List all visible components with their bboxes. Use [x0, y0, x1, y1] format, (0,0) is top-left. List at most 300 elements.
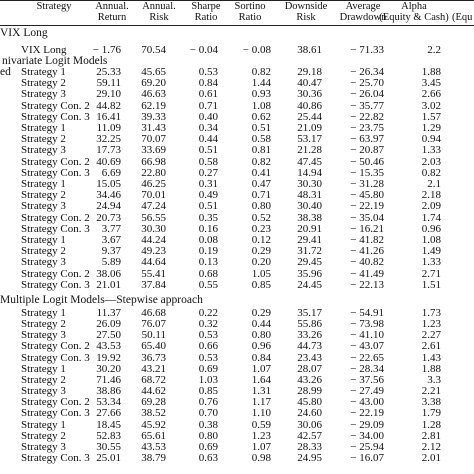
- table-row: [0, 179, 474, 190]
- cell-sortino-ratio: 1.23: [251, 429, 271, 442]
- cell-downside-risk: 55.86: [297, 318, 322, 331]
- cell-annual-risk: 39.33: [141, 110, 166, 123]
- cell-avg-drawdown: − 27.49: [350, 385, 384, 398]
- cell-avg-drawdown: − 50.46: [350, 155, 384, 168]
- cell-alpha: 2.1: [427, 178, 441, 190]
- cell-sharpe-ratio: 0.68: [198, 267, 218, 280]
- table-row: [0, 453, 474, 464]
- cell-downside-risk: 40.86: [297, 99, 322, 112]
- cell-avg-drawdown: − 63.97: [350, 133, 384, 146]
- cell-annual-risk: 65.40: [141, 340, 166, 353]
- cell-strategy-name: Strategy 2: [21, 77, 66, 90]
- cell-strategy-name: Strategy Con. 2: [21, 340, 90, 353]
- cell-avg-drawdown: − 34.00: [350, 429, 384, 442]
- cell-annual-risk: 70.07: [141, 133, 166, 146]
- cell-alpha: 2.12: [421, 440, 441, 453]
- cell-avg-drawdown: − 22.65: [350, 351, 384, 364]
- cell-sortino-ratio: 0.20: [251, 256, 271, 269]
- cell-avg-drawdown: − 23.75: [350, 122, 384, 134]
- cell-annual-return: 34.46: [96, 189, 121, 202]
- cell-annual-return: 20.73: [96, 211, 121, 224]
- cell-sharpe-ratio: 0.51: [198, 200, 218, 213]
- cell-annual-risk: 36.73: [141, 351, 166, 364]
- cell-downside-risk: 21.09: [297, 122, 322, 134]
- header-sortino-line2: Ratio: [238, 12, 262, 23]
- cell-annual-risk: 38.52: [141, 407, 166, 420]
- header-return-line2: Return: [97, 12, 127, 23]
- cell-alpha: 2.03: [421, 155, 441, 168]
- cell-sharpe-ratio: 0.80: [198, 429, 218, 442]
- section-label: nivariate Logit Models: [2, 55, 108, 67]
- cell-sharpe-ratio: 0.35: [198, 211, 218, 224]
- cell-sharpe-ratio: 0.76: [198, 396, 218, 409]
- cell-strategy-name: Strategy 2: [21, 133, 66, 146]
- cell-sortino-ratio: 0.58: [251, 133, 271, 146]
- cell-sharpe-ratio: 0.13: [198, 256, 218, 269]
- cell-annual-return: 30.20: [96, 362, 121, 375]
- table-row: [0, 319, 474, 330]
- cell-annual-risk: 46.25: [141, 178, 166, 190]
- cell-avg-drawdown: − 37.56: [350, 373, 384, 386]
- cell-annual-return: 59.11: [96, 77, 121, 90]
- cell-alpha: 1.73: [421, 307, 441, 319]
- cell-annual-return: 21.01: [96, 278, 121, 291]
- cell-avg-drawdown: − 40.82: [350, 256, 384, 269]
- cell-avg-drawdown: − 26.34: [350, 66, 384, 78]
- table-row: [0, 269, 474, 280]
- cell-sortino-ratio: 1.31: [251, 385, 271, 398]
- cell-annual-return: 38.06: [96, 267, 121, 280]
- cell-sortino-ratio: 1.05: [251, 267, 271, 280]
- cell-downside-risk: 31.72: [297, 245, 322, 258]
- cell-sharpe-ratio: 0.63: [198, 451, 218, 464]
- cell-downside-risk: 29.18: [297, 66, 322, 78]
- cell-sharpe-ratio: 0.19: [198, 245, 218, 258]
- cell-sortino-ratio: 0.59: [251, 418, 271, 431]
- cell-strategy-name: Strategy 1: [21, 66, 66, 78]
- cell-downside-risk: 35.17: [297, 307, 322, 319]
- header-extra-cut: (Equ: [452, 12, 473, 23]
- cell-avg-drawdown: − 35.77: [350, 99, 384, 112]
- cell-annual-return: 29.10: [96, 88, 121, 101]
- cell-alpha: 1.08: [421, 234, 441, 246]
- table-row: [0, 67, 474, 78]
- cell-alpha: 1.33: [421, 144, 441, 157]
- cell-annual-risk: 55.41: [141, 267, 166, 280]
- cell-annual-risk: 44.64: [141, 256, 166, 269]
- cell-annual-risk: 50.11: [141, 329, 166, 342]
- cell-annual-risk: 62.19: [141, 99, 166, 112]
- cell-annual-return: 16.41: [96, 110, 121, 123]
- cell-avg-drawdown: − 22.82: [350, 110, 384, 123]
- cell-sharpe-ratio: 0.38: [198, 418, 218, 431]
- cell-sharpe-ratio: 0.49: [198, 189, 218, 202]
- cell-sharpe-ratio: 0.51: [198, 144, 218, 157]
- cell-annual-return: 27.50: [96, 329, 121, 342]
- cell-sharpe-ratio: 0.32: [198, 318, 218, 331]
- cell-strategy-name: Strategy 3: [21, 88, 66, 101]
- cell-sharpe-ratio: 0.61: [198, 88, 218, 101]
- table-row: [0, 224, 474, 235]
- cell-alpha: 3.38: [421, 396, 441, 409]
- header-alpha-line1: Alpha: [401, 1, 427, 12]
- cell-strategy-name: Strategy Con. 2: [21, 211, 90, 224]
- cell-avg-drawdown: − 26.04: [350, 88, 384, 101]
- cell-downside-risk: 30.30: [297, 178, 322, 190]
- cell-strategy-name: Strategy Con. 3: [21, 451, 90, 464]
- cell-annual-return: 15.05: [96, 178, 121, 190]
- cell-sharpe-ratio: 0.34: [198, 122, 218, 134]
- cell-downside-risk: 21.28: [297, 144, 322, 157]
- cell-avg-drawdown: − 73.98: [350, 318, 384, 331]
- cell-alpha: 3.3: [427, 373, 441, 386]
- cell-annual-return: 11.37: [96, 307, 121, 319]
- table-row: [0, 280, 474, 291]
- cell-sharpe-ratio: 0.22: [198, 307, 218, 319]
- cell-alpha: 2.21: [421, 385, 441, 398]
- cell-annual-risk: 44.24: [141, 234, 166, 246]
- cell-sharpe-ratio: 0.44: [198, 133, 218, 146]
- cell-sharpe-ratio: 0.58: [198, 155, 218, 168]
- cell-annual-risk: 22.80: [141, 166, 166, 179]
- cell-downside-risk: 33.26: [297, 329, 322, 342]
- cell-annual-risk: 69.28: [141, 396, 166, 409]
- cell-sharpe-ratio: 0.53: [198, 351, 218, 364]
- cell-alpha: 2.2: [427, 44, 441, 56]
- cell-avg-drawdown: − 54.91: [350, 307, 384, 319]
- cell-strategy-name: Strategy 2: [21, 189, 66, 202]
- cell-annual-return: 3.77: [101, 222, 121, 235]
- table-row: [0, 375, 474, 386]
- cell-annual-risk: 46.68: [141, 307, 166, 319]
- cell-downside-risk: 28.07: [297, 362, 322, 375]
- cell-sortino-ratio: 0.81: [251, 144, 271, 157]
- cell-annual-risk: 31.43: [141, 122, 166, 134]
- cell-downside-risk: 24.60: [297, 407, 322, 420]
- cell-strategy-name: Strategy Con. 2: [21, 155, 90, 168]
- table-row: [0, 246, 474, 257]
- cell-sortino-ratio: 0.85: [251, 278, 271, 291]
- cell-strategy-name: Strategy Con. 3: [21, 278, 90, 291]
- table-row: [0, 408, 474, 419]
- table-row: [0, 168, 474, 179]
- cell-annual-risk: 37.84: [141, 278, 166, 291]
- cell-alpha: 1.74: [421, 211, 441, 224]
- table-row: [0, 190, 474, 201]
- cell-alpha: 1.88: [421, 66, 441, 78]
- cell-avg-drawdown: − 41.10: [350, 329, 384, 342]
- cell-annual-risk: 49.23: [141, 245, 166, 258]
- cell-annual-risk: 70.54: [141, 44, 166, 56]
- cell-alpha: 2.66: [421, 88, 441, 101]
- cell-downside-risk: 28.33: [297, 440, 322, 453]
- cell-sortino-ratio: 0.29: [251, 307, 271, 319]
- table-row: [0, 353, 474, 364]
- cell-sortino-ratio: 0.62: [251, 110, 271, 123]
- table-row: [0, 101, 474, 112]
- cell-downside-risk: 20.91: [297, 222, 322, 235]
- cell-annual-risk: 43.53: [141, 440, 166, 453]
- cell-annual-return: 52.83: [96, 429, 121, 442]
- cell-annual-return: 26.09: [96, 318, 121, 331]
- cell-strategy-name: Strategy 3: [21, 385, 66, 398]
- cell-sharpe-ratio: 0.85: [198, 385, 218, 398]
- cell-sharpe-ratio: 0.69: [198, 440, 218, 453]
- cell-downside-risk: 14.94: [297, 166, 322, 179]
- cell-annual-return: 71.46: [96, 373, 121, 386]
- cell-annual-return: 3.67: [101, 234, 121, 246]
- cell-downside-risk: 40.47: [297, 77, 322, 90]
- cell-avg-drawdown: − 15.35: [350, 166, 384, 179]
- table-row: [0, 112, 474, 123]
- cell-strategy-name: Strategy 1: [21, 234, 66, 246]
- table-row: [0, 134, 474, 145]
- cell-strategy-name: Strategy 3: [21, 144, 66, 157]
- cell-sharpe-ratio: 0.08: [198, 234, 218, 246]
- table-row: [0, 420, 474, 431]
- cell-avg-drawdown: − 31.28: [350, 178, 384, 190]
- cell-annual-return: 11.09: [96, 122, 121, 134]
- cell-annual-risk: 44.62: [141, 385, 166, 398]
- cell-sortino-ratio: 0.84: [251, 351, 271, 364]
- cell-sharpe-ratio: 0.53: [198, 329, 218, 342]
- cell-sortino-ratio: 0.80: [251, 200, 271, 213]
- table-row: [0, 89, 474, 100]
- cell-annual-risk: 69.20: [141, 77, 166, 90]
- cell-sortino-ratio: 0.82: [251, 66, 271, 78]
- cell-annual-risk: 70.01: [141, 189, 166, 202]
- cell-downside-risk: 30.36: [297, 88, 322, 101]
- cell-downside-risk: 25.44: [297, 110, 322, 123]
- cell-alpha: 2.61: [421, 340, 441, 353]
- cell-annual-return: 18.45: [96, 418, 121, 431]
- cell-alpha: 1.33: [421, 256, 441, 269]
- cell-annual-risk: 30.30: [141, 222, 166, 235]
- cell-alpha: 2.71: [421, 267, 441, 280]
- cell-sharpe-ratio: 0.40: [198, 110, 218, 123]
- cell-annual-return: 25.01: [96, 451, 121, 464]
- header-drawdown-line1: Average: [345, 1, 381, 12]
- cell-annual-risk: 43.21: [141, 362, 166, 375]
- cell-alpha: 2.01: [421, 451, 441, 464]
- cell-strategy-name: Strategy Con. 3: [21, 110, 90, 123]
- cell-sortino-ratio: 0.41: [251, 166, 271, 179]
- cell-downside-risk: 45.80: [297, 396, 322, 409]
- cell-downside-risk: 48.31: [297, 189, 322, 202]
- cell-alpha: 1.28: [421, 418, 441, 431]
- cell-sharpe-ratio: 0.27: [198, 166, 218, 179]
- cell-annual-risk: 46.63: [141, 88, 166, 101]
- cell-downside-risk: 53.17: [297, 133, 322, 146]
- cell-strategy-name: VIX Long: [21, 44, 67, 56]
- cell-strategy-name: Strategy 2: [21, 318, 66, 331]
- cell-sortino-ratio: 0.71: [251, 189, 271, 202]
- cell-annual-return: 25.33: [96, 66, 121, 78]
- cell-annual-return: 9.37: [101, 245, 121, 258]
- cell-alpha: 3.02: [421, 99, 441, 112]
- cell-downside-risk: 28.99: [297, 385, 322, 398]
- cell-sortino-ratio: 0.52: [251, 211, 271, 224]
- header-sortino-line1: Sortino: [234, 1, 266, 12]
- cell-sortino-ratio: 1.17: [251, 396, 271, 409]
- cell-alpha: 1.88: [421, 362, 441, 375]
- cell-avg-drawdown: − 16.21: [350, 222, 384, 235]
- table-row: [0, 341, 474, 352]
- cell-strategy-name: Strategy 3: [21, 440, 66, 453]
- table-row: [0, 123, 474, 134]
- cell-alpha: 1.29: [421, 122, 441, 134]
- cell-downside-risk: 24.45: [297, 278, 322, 291]
- cell-sortino-ratio: 1.07: [251, 362, 271, 375]
- cell-strategy-name: Strategy 1: [21, 362, 66, 375]
- cell-avg-drawdown: − 25.70: [350, 77, 384, 90]
- cell-sortino-ratio: 0.47: [251, 178, 271, 190]
- cell-avg-drawdown: − 35.04: [350, 211, 384, 224]
- header-sharpe-line1: Sharpe: [191, 1, 221, 12]
- cell-strategy-name: Strategy Con. 3: [21, 407, 90, 420]
- cell-alpha: 1.51: [421, 278, 441, 291]
- cell-avg-drawdown: − 43.00: [350, 396, 384, 409]
- cell-sharpe-ratio: 1.03: [198, 373, 218, 386]
- cell-sortino-ratio: 0.96: [251, 340, 271, 353]
- cell-sortino-ratio: − 0.08: [242, 44, 271, 56]
- cell-downside-risk: 35.96: [297, 267, 322, 280]
- cell-downside-risk: 44.73: [297, 340, 322, 353]
- cell-strategy-name: Strategy 1: [21, 418, 66, 431]
- cell-annual-return: − 1.76: [92, 44, 121, 56]
- cell-sharpe-ratio: 0.84: [198, 77, 218, 90]
- cell-strategy-name: Strategy 1: [21, 307, 66, 319]
- cell-strategy-name: Strategy 2: [21, 373, 66, 386]
- cell-sortino-ratio: 1.64: [251, 373, 271, 386]
- cell-sortino-ratio: 0.29: [251, 245, 271, 258]
- cell-avg-drawdown: − 25.94: [350, 440, 384, 453]
- cell-avg-drawdown: − 41.49: [350, 267, 384, 280]
- cell-avg-drawdown: − 41.26: [350, 245, 384, 258]
- header-risk-line1: Annual.: [142, 1, 176, 12]
- cell-downside-risk: 30.06: [297, 418, 322, 431]
- cell-downside-risk: 23.43: [297, 351, 322, 364]
- header-strategy: Strategy: [36, 1, 72, 12]
- cell-sharpe-ratio: − 0.04: [189, 44, 218, 56]
- cell-annual-risk: 33.69: [141, 144, 166, 157]
- section-label: VIX Long: [0, 27, 48, 39]
- cell-annual-risk: 47.24: [141, 200, 166, 213]
- cell-sharpe-ratio: 0.16: [198, 222, 218, 235]
- cell-annual-risk: 68.72: [141, 373, 166, 386]
- table-row: [0, 235, 474, 246]
- cell-avg-drawdown: − 28.34: [350, 362, 384, 375]
- cell-sharpe-ratio: 0.31: [198, 178, 218, 190]
- cell-sharpe-ratio: 0.69: [198, 362, 218, 375]
- cell-strategy-name: Strategy Con. 3: [21, 166, 90, 179]
- cell-annual-return: 53.34: [96, 396, 121, 409]
- section-label: Multiple Logit Models—Stepwise approach: [0, 294, 203, 306]
- cell-sortino-ratio: 1.08: [251, 99, 271, 112]
- cell-alpha: 1.23: [421, 318, 441, 331]
- cell-sortino-ratio: 1.10: [251, 407, 271, 420]
- cell-annual-return: 24.94: [96, 200, 121, 213]
- cell-sortino-ratio: 1.44: [251, 77, 271, 90]
- header-rule: [0, 25, 474, 26]
- cell-alpha: 2.81: [421, 429, 441, 442]
- section-sublabel: ed: [0, 66, 11, 78]
- cell-sortino-ratio: 0.98: [251, 451, 271, 464]
- cell-avg-drawdown: − 41.82: [350, 234, 384, 246]
- cell-alpha: 1.79: [421, 407, 441, 420]
- cell-strategy-name: Strategy 3: [21, 200, 66, 213]
- cell-annual-risk: 66.98: [141, 155, 166, 168]
- cell-strategy-name: Strategy Con. 3: [21, 222, 90, 235]
- cell-sortino-ratio: 1.07: [251, 440, 271, 453]
- header-sharpe-line2: Ratio: [194, 12, 218, 23]
- table-row: [0, 78, 474, 89]
- cell-downside-risk: 38.38: [297, 211, 322, 224]
- table-row: [0, 431, 474, 442]
- cell-alpha: 2.27: [421, 329, 441, 342]
- cell-sharpe-ratio: 0.53: [198, 66, 218, 78]
- table-row: [0, 308, 474, 319]
- cell-avg-drawdown: − 45.80: [350, 189, 384, 202]
- cell-downside-risk: 29.41: [297, 234, 322, 246]
- cell-annual-return: 32.25: [96, 133, 121, 146]
- cell-alpha: 2.18: [421, 189, 441, 202]
- cell-sharpe-ratio: 0.55: [198, 278, 218, 291]
- cell-alpha: 1.57: [421, 110, 441, 123]
- cell-alpha: 0.96: [421, 222, 441, 235]
- header-downside-line1: Downside: [284, 1, 328, 12]
- cell-downside-risk: 43.26: [297, 373, 322, 386]
- cell-sortino-ratio: 0.93: [251, 88, 271, 101]
- cell-sortino-ratio: 0.82: [251, 155, 271, 168]
- cell-annual-return: 40.69: [96, 155, 121, 168]
- cell-downside-risk: 47.45: [297, 155, 322, 168]
- cell-strategy-name: Strategy 3: [21, 329, 66, 342]
- cell-avg-drawdown: − 22.19: [350, 407, 384, 420]
- cell-annual-return: 43.53: [96, 340, 121, 353]
- table-row: [0, 145, 474, 156]
- cell-annual-return: 27.66: [96, 407, 121, 420]
- cell-alpha: 1.43: [421, 351, 441, 364]
- cell-avg-drawdown: − 43.07: [350, 340, 384, 353]
- table-row: [0, 157, 474, 168]
- cell-annual-return: 6.69: [101, 166, 121, 179]
- cell-avg-drawdown: − 16.07: [350, 451, 384, 464]
- cell-strategy-name: Strategy Con. 2: [21, 267, 90, 280]
- cell-sortino-ratio: 0.51: [251, 122, 271, 134]
- header-downside-line2: Risk: [296, 12, 316, 23]
- cell-downside-risk: 42.57: [297, 429, 322, 442]
- header-drawdown-line2: Drawdown: [339, 12, 387, 23]
- cell-annual-risk: 45.92: [141, 418, 166, 431]
- table-row: [0, 364, 474, 375]
- cell-annual-return: 5.89: [101, 256, 121, 269]
- cell-strategy-name: Strategy 3: [21, 256, 66, 269]
- cell-annual-risk: 45.65: [141, 66, 166, 78]
- cell-strategy-name: Strategy Con. 2: [21, 99, 90, 112]
- cell-annual-return: 19.92: [96, 351, 121, 364]
- cell-sharpe-ratio: 0.70: [198, 407, 218, 420]
- header-risk-line2: Risk: [149, 12, 169, 23]
- header-return-line1: Annual.: [95, 1, 129, 12]
- cell-annual-risk: 38.79: [141, 451, 166, 464]
- cell-annual-return: 44.82: [96, 99, 121, 112]
- cell-strategy-name: Strategy Con. 3: [21, 351, 90, 364]
- cell-annual-return: 30.55: [96, 440, 121, 453]
- cell-annual-return: 17.73: [96, 144, 121, 157]
- cell-downside-risk: 29.45: [297, 256, 322, 269]
- table-row: [0, 201, 474, 212]
